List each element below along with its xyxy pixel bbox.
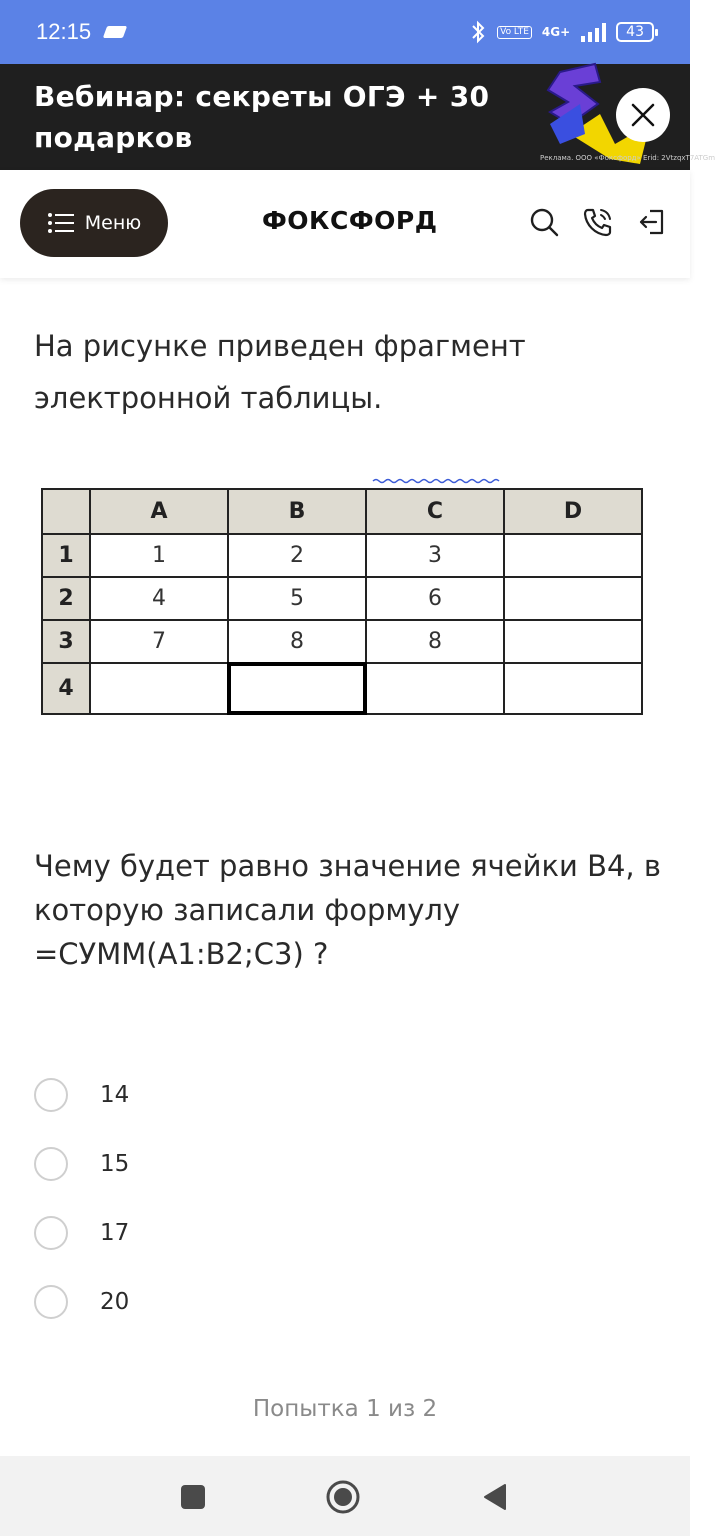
back-triangle-icon xyxy=(481,1483,509,1511)
status-time: 12:15 xyxy=(36,19,92,44)
sheet-cell xyxy=(90,663,228,714)
radio-button[interactable] xyxy=(34,1285,68,1319)
list-icon xyxy=(47,212,75,234)
sheet-cell xyxy=(366,663,504,714)
sheet-cell: 2 xyxy=(228,534,366,577)
sheet-cell: 7 xyxy=(90,620,228,663)
recents-button[interactable] xyxy=(176,1480,210,1514)
banner-title[interactable]: Вебинар: секреты ОГЭ + 30 подарков xyxy=(34,80,490,154)
banner-close-button[interactable] xyxy=(616,88,670,142)
square-icon xyxy=(180,1484,206,1510)
sheet-cell: 1 xyxy=(90,534,228,577)
system-nav-bar xyxy=(0,1456,690,1536)
option-label[interactable]: 15 xyxy=(100,1150,130,1177)
sheet-cell: 5 xyxy=(228,577,366,620)
sheet-cell: 3 xyxy=(366,534,504,577)
login-icon[interactable] xyxy=(636,206,668,238)
sheet-cell xyxy=(504,577,642,620)
radio-button[interactable] xyxy=(34,1078,68,1112)
answer-option[interactable] xyxy=(34,1129,129,1198)
menu-label: Меню xyxy=(84,212,142,234)
question-text: Чему будет равно значение ячейки B4, в которую записали формулу =СУММ(A1:B2;C3) ? xyxy=(34,849,661,971)
status-bar xyxy=(0,0,690,64)
site-header xyxy=(0,170,690,278)
signal-icon xyxy=(580,22,606,42)
spellcheck-underline xyxy=(373,478,499,484)
answer-option[interactable] xyxy=(34,1198,129,1267)
foxford-logo[interactable]: ФОКСФОРД xyxy=(262,206,438,235)
menu-button[interactable] xyxy=(20,189,168,257)
selected-cell-b4 xyxy=(228,663,366,714)
sheet-cell: 8 xyxy=(366,620,504,663)
row-header: 4 xyxy=(42,663,90,714)
ad-banner[interactable] xyxy=(0,64,715,170)
column-header: C xyxy=(366,489,504,534)
column-header: B xyxy=(228,489,366,534)
radio-button[interactable] xyxy=(34,1147,68,1181)
home-circle-icon xyxy=(326,1480,360,1514)
battery-indicator: 43 xyxy=(616,22,654,42)
answer-option[interactable] xyxy=(34,1267,129,1336)
option-label[interactable]: 14 xyxy=(100,1081,130,1108)
sheet-cell: 6 xyxy=(366,577,504,620)
column-header: D xyxy=(504,489,642,534)
sheet-cell xyxy=(504,663,642,714)
answer-options xyxy=(34,1060,129,1336)
answer-option[interactable] xyxy=(34,1060,129,1129)
task-intro: На рисунке приведен фрагмент электронной таблицы. xyxy=(34,329,526,415)
sheet-corner xyxy=(42,489,90,534)
sheet-cell: 4 xyxy=(90,577,228,620)
phone-icon[interactable] xyxy=(582,206,614,238)
sheet-cell xyxy=(504,620,642,663)
ad-disclaimer: Реклама. ООО «Фоксфорд» Erid: 2VtzqxT7ATGm xyxy=(540,154,715,162)
attempt-counter: Попытка 1 из 2 xyxy=(252,1396,438,1422)
sheet-cell: 8 xyxy=(228,620,366,663)
radio-button[interactable] xyxy=(34,1216,68,1250)
row-header: 1 xyxy=(42,534,90,577)
spreadsheet-fragment xyxy=(41,488,643,715)
notification-tag-icon xyxy=(103,26,127,38)
row-header: 3 xyxy=(42,620,90,663)
home-button[interactable] xyxy=(326,1480,360,1514)
column-header: A xyxy=(90,489,228,534)
volte-badge: Vo LTE xyxy=(497,26,532,39)
option-label[interactable]: 17 xyxy=(100,1219,130,1246)
network-indicator: 4G+ xyxy=(541,25,571,39)
bluetooth-icon xyxy=(469,20,487,44)
sheet-cell xyxy=(504,534,642,577)
option-label[interactable]: 20 xyxy=(100,1288,130,1315)
search-icon[interactable] xyxy=(528,206,560,238)
row-header: 2 xyxy=(42,577,90,620)
close-icon xyxy=(630,102,656,128)
back-button[interactable] xyxy=(478,1480,512,1514)
